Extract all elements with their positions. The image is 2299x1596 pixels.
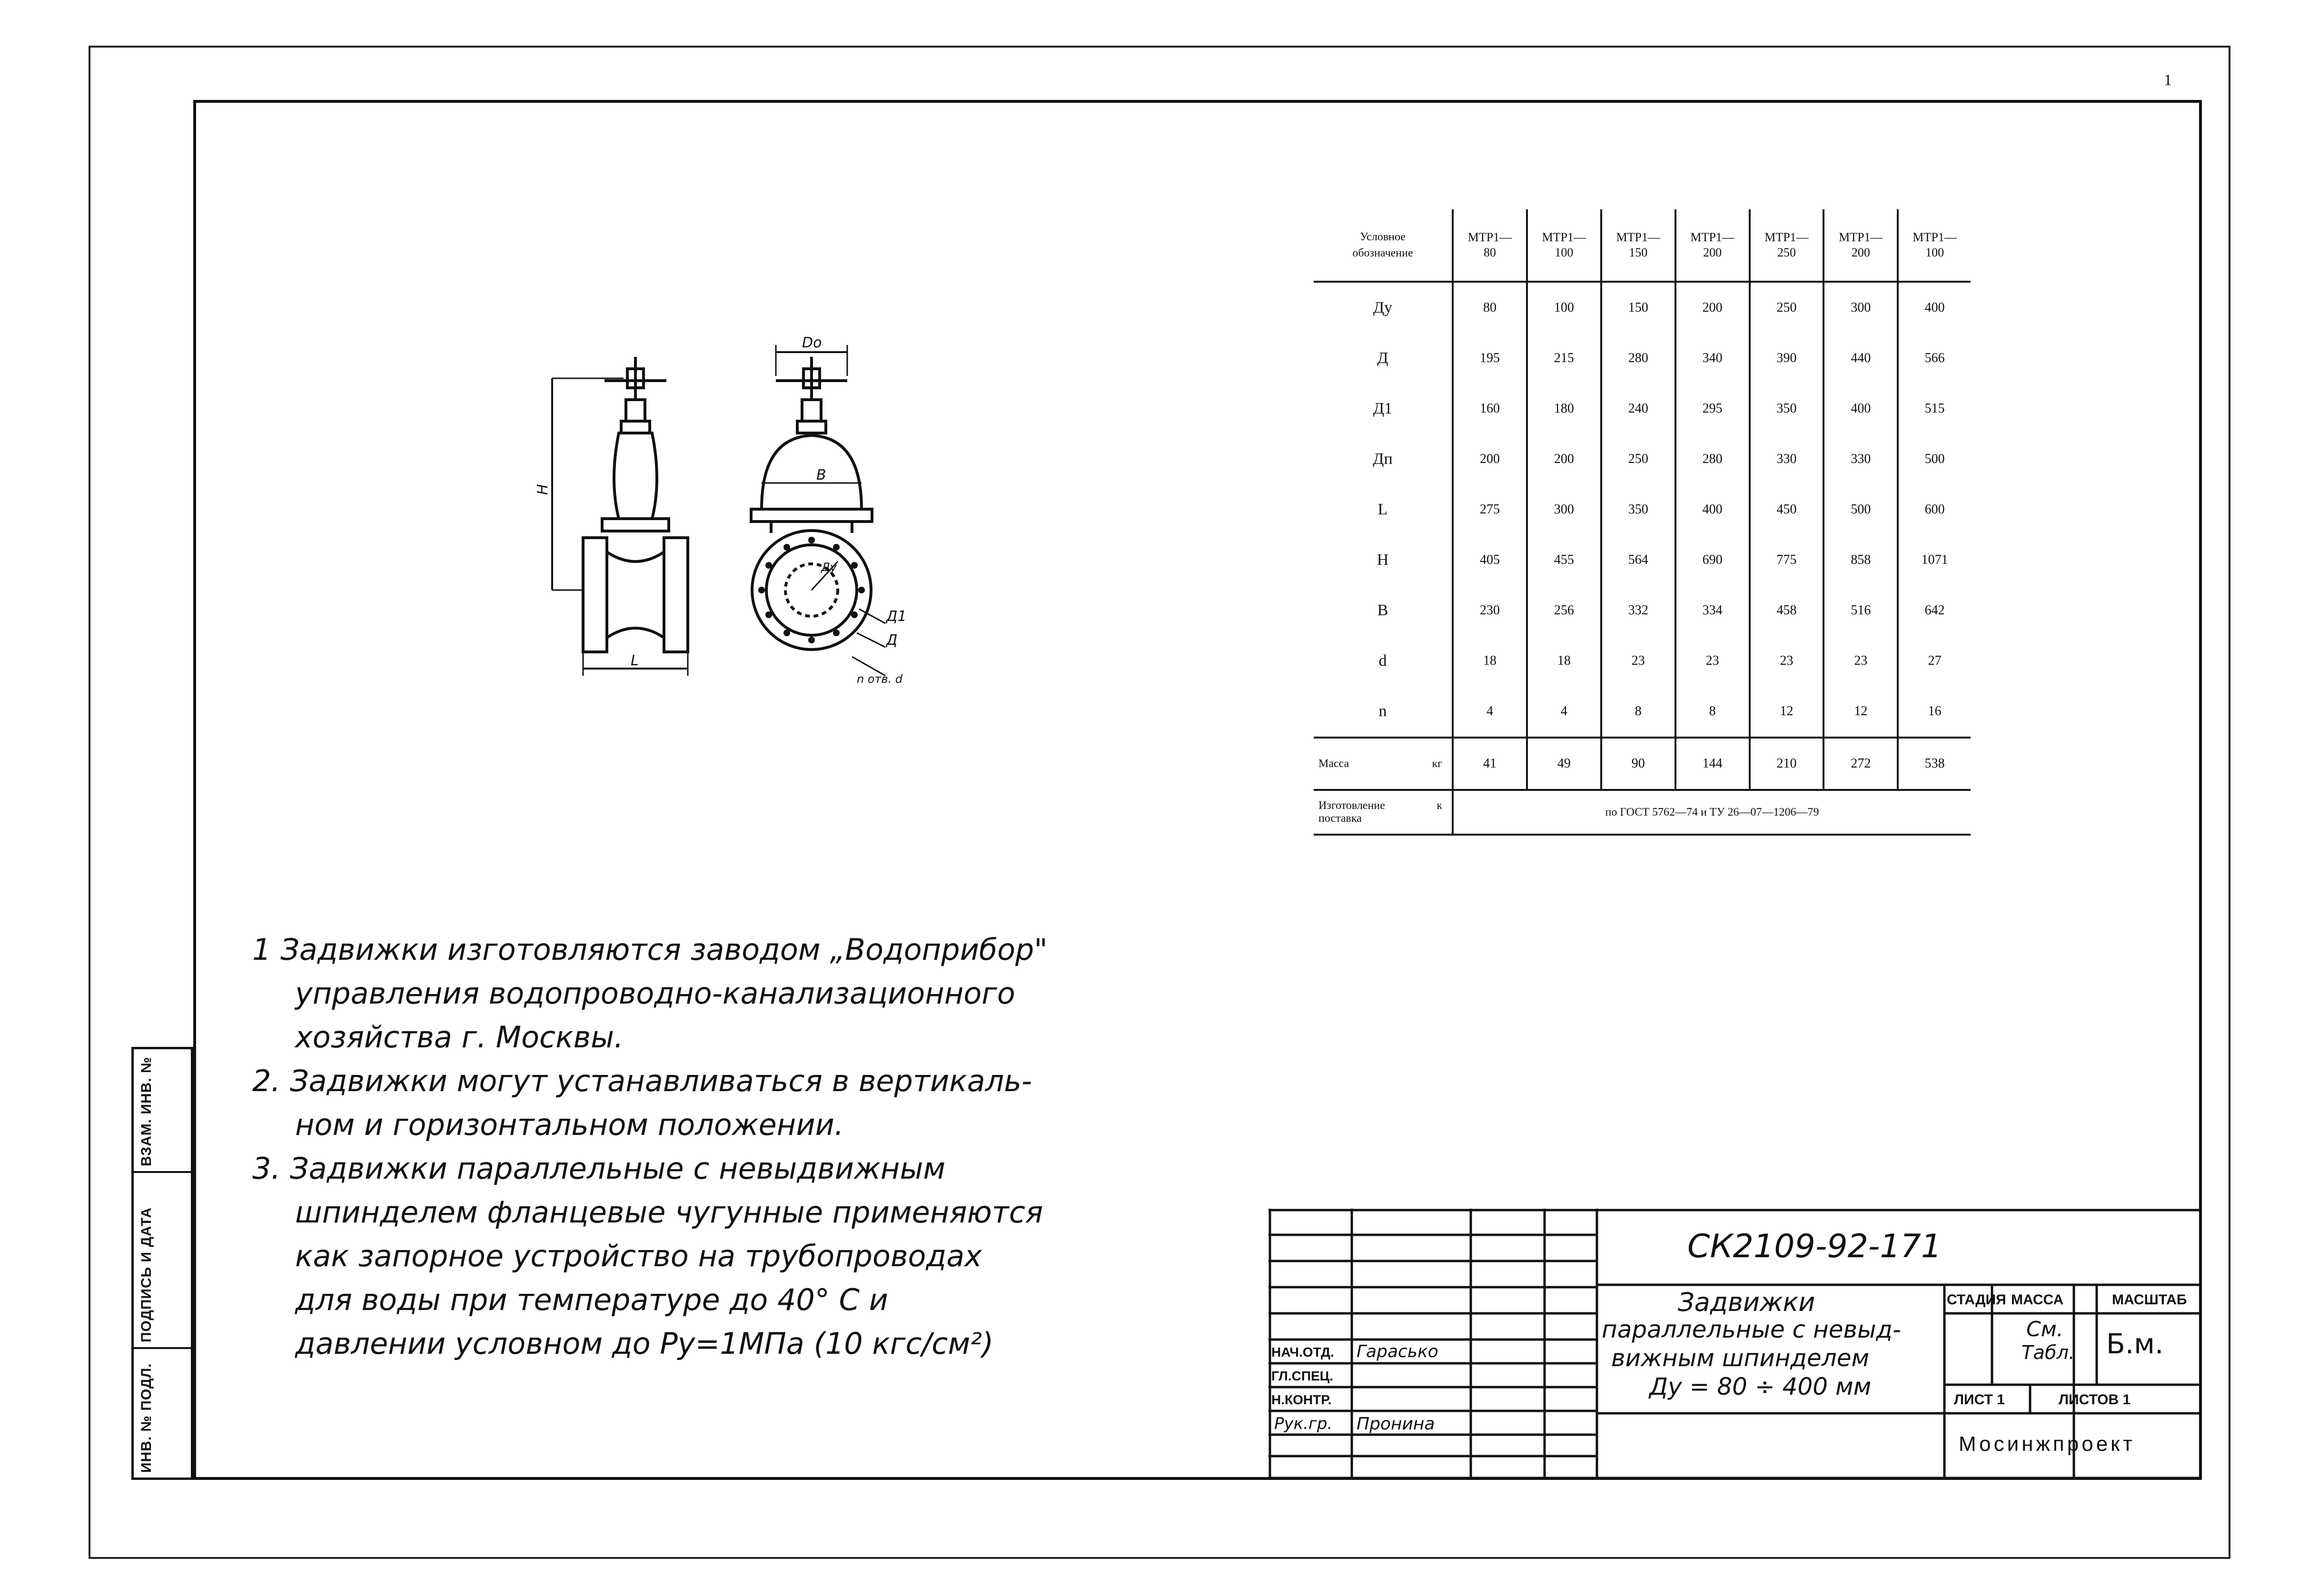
title-block: [1268, 1209, 2202, 1480]
col-size: 80: [1483, 246, 1496, 259]
note-line: давлении условном до Ру=1МПа (10 кгс/см²): [295, 1326, 994, 1361]
cell: 400: [1898, 282, 1971, 333]
spec-row: [1314, 585, 1971, 636]
spec-col-header: [1823, 209, 1898, 282]
sheet-label: ЛИСТ 1: [1954, 1392, 2005, 1408]
spec-col-header: [1453, 209, 1527, 282]
spec-col-header: [1675, 209, 1750, 282]
cell: 8: [1675, 686, 1750, 738]
row-label: Ду: [1373, 299, 1393, 316]
cell: 180: [1527, 384, 1601, 434]
cell: 440: [1823, 333, 1898, 384]
scale-header: МАСШТАБ: [2112, 1292, 2187, 1308]
spec-header-label: [1314, 209, 1453, 282]
cell: 210: [1750, 738, 1824, 790]
spec-row: [1314, 282, 1971, 333]
cell: 23: [1675, 636, 1750, 686]
cell: 230: [1453, 585, 1527, 636]
cell: 515: [1898, 384, 1971, 434]
row-label: Д: [1377, 349, 1388, 367]
spec-col-header: [1601, 209, 1675, 282]
note-line: хозяйства г. Москвы.: [295, 1020, 624, 1054]
mass-value-line1: См.: [2026, 1317, 2063, 1341]
sheets-label: ЛИСТОВ 1: [2059, 1392, 2131, 1408]
name-head-dept: Гарасько: [1357, 1342, 1438, 1361]
side-inv-no-label: ИНВ. № ПОДЛ.: [139, 1363, 154, 1473]
cell: 400: [1675, 484, 1750, 535]
manufacture-label-k: к: [1437, 799, 1442, 812]
spec-row: [1314, 535, 1971, 585]
spec-row: [1314, 686, 1971, 738]
cell: 18: [1527, 636, 1601, 686]
cell: 280: [1601, 333, 1675, 384]
cell: 566: [1898, 333, 1971, 384]
side-stamp: [131, 1047, 193, 1480]
cell: 300: [1823, 282, 1898, 333]
cell: 400: [1823, 384, 1898, 434]
mass-value-line2: Табл.: [2022, 1342, 2075, 1364]
cell: 49: [1527, 738, 1601, 790]
dim-label-l: L: [631, 652, 639, 669]
cell: 272: [1823, 738, 1898, 790]
cell: 500: [1898, 434, 1971, 484]
cell: 12: [1823, 686, 1898, 738]
cell: 516: [1823, 585, 1898, 636]
dim-label-dy: Ду: [821, 561, 837, 574]
role-norm-control: Н.КОНТР.: [1271, 1392, 1332, 1407]
mass-label-text: Масса: [1318, 757, 1349, 770]
col-model: МТР1—: [1913, 230, 1957, 244]
col-size: 200: [1851, 246, 1870, 259]
cell: 300: [1527, 484, 1601, 535]
dim-label-holes: n отв. d: [857, 672, 903, 686]
col-size: 100: [1555, 246, 1574, 259]
role-head-dept: НАЧ.ОТД.: [1271, 1345, 1334, 1360]
cell: 23: [1823, 636, 1898, 686]
cell: 80: [1453, 282, 1527, 333]
cell: 405: [1453, 535, 1527, 585]
role-chief-spec: ГЛ.СПЕЦ.: [1271, 1369, 1333, 1383]
cell: 250: [1601, 434, 1675, 484]
cell: 8: [1601, 686, 1675, 738]
row-label: d: [1378, 652, 1387, 670]
role-group-lead: Рук.гр.: [1274, 1414, 1333, 1433]
cell: 200: [1527, 434, 1601, 484]
title-line1: Задвижки: [1678, 1287, 1815, 1317]
doc-code: СК2109-92-171: [1687, 1228, 1942, 1265]
col-size: 200: [1703, 246, 1722, 259]
spec-col-header: [1750, 209, 1824, 282]
manufacture-label-line1: Изготовление: [1318, 799, 1385, 812]
spec-row: [1314, 333, 1971, 384]
cell: 450: [1750, 484, 1824, 535]
cell: 23: [1750, 636, 1824, 686]
cell: 340: [1675, 333, 1750, 384]
cell: 250: [1750, 282, 1824, 333]
spec-row: [1314, 434, 1971, 484]
cell: 334: [1675, 585, 1750, 636]
side-cell-inv-no: [134, 1349, 191, 1478]
note-line: шпинделем фланцевые чугунные применяются: [295, 1195, 1043, 1230]
cell: 16: [1898, 686, 1971, 738]
cell: 500: [1823, 484, 1898, 535]
row-label: n: [1378, 702, 1387, 720]
cell: 240: [1601, 384, 1675, 434]
spec-header-row: [1314, 209, 1971, 282]
cell: 144: [1675, 738, 1750, 790]
row-label: L: [1377, 501, 1388, 518]
cell: 275: [1453, 484, 1527, 535]
col-size: 150: [1629, 246, 1648, 259]
row-label: Дп: [1373, 450, 1393, 468]
cell: 150: [1601, 282, 1675, 333]
cell: 458: [1750, 585, 1824, 636]
cell: 41: [1453, 738, 1527, 790]
cell: 200: [1675, 282, 1750, 333]
cell: 200: [1453, 434, 1527, 484]
col-size: 100: [1925, 246, 1944, 259]
cell: 18: [1453, 636, 1527, 686]
cell: 195: [1453, 333, 1527, 384]
cell: 330: [1750, 434, 1824, 484]
cell: 642: [1898, 585, 1971, 636]
cell: 390: [1750, 333, 1824, 384]
spec-row: [1314, 484, 1971, 535]
cell: 775: [1750, 535, 1824, 585]
spec-table: [1314, 209, 1971, 836]
cell: 4: [1453, 686, 1527, 738]
cell: 538: [1898, 738, 1971, 790]
col-model: МТР1—: [1690, 230, 1734, 244]
col-model: МТР1—: [1616, 230, 1660, 244]
spec-row: [1314, 384, 1971, 434]
cell: 690: [1675, 535, 1750, 585]
cell: 27: [1898, 636, 1971, 686]
row-label: H: [1377, 551, 1389, 569]
col-size: 250: [1777, 246, 1796, 259]
row-label: Д1: [1373, 400, 1393, 417]
cell: 350: [1601, 484, 1675, 535]
cell: 12: [1750, 686, 1824, 738]
cell: 600: [1898, 484, 1971, 535]
valve-drawing: [524, 324, 952, 704]
note-line: управления водопроводно-канализационного: [295, 976, 1015, 1011]
cell: 295: [1675, 384, 1750, 434]
side-cell-replace-inv: [134, 1049, 191, 1173]
row-label: B: [1377, 601, 1388, 619]
spec-header-label-line2: обозначение: [1352, 247, 1413, 259]
cell: 280: [1675, 434, 1750, 484]
dim-label-d: Д: [886, 632, 898, 649]
cell: 256: [1527, 585, 1601, 636]
cell: 564: [1601, 535, 1675, 585]
name-group-lead: Пронина: [1357, 1414, 1435, 1434]
title-line2: параллельные с невыд-: [1602, 1316, 1902, 1343]
page-mark: 1: [2164, 71, 2172, 89]
spec-manufacture-row: [1314, 790, 1971, 835]
col-model: МТР1—: [1839, 230, 1883, 244]
note-line: ном и горизонтальном положении.: [295, 1107, 844, 1142]
cell: 215: [1527, 333, 1601, 384]
note-line: 3. Задвижки параллельные с невыдвижным: [252, 1151, 946, 1186]
col-model: МТР1—: [1467, 230, 1512, 244]
stage-header: СТАДИЯ: [1947, 1292, 2006, 1308]
mass-unit: кг: [1432, 757, 1442, 770]
side-replace-inv-label: ВЗАМ. ИНВ. №: [139, 1056, 154, 1166]
scale-value: Б.м.: [2106, 1328, 2164, 1360]
dim-label-do: Do: [802, 335, 822, 351]
cell: 455: [1527, 535, 1601, 585]
cell: 350: [1750, 384, 1824, 434]
spec-row: [1314, 636, 1971, 686]
title-line4: Ду = 80 ÷ 400 мм: [1649, 1373, 1872, 1400]
spec-mass-row: [1314, 738, 1971, 790]
cell: 23: [1601, 636, 1675, 686]
spec-col-header: [1898, 209, 1971, 282]
cell: 4: [1527, 686, 1601, 738]
manufacture-label: [1314, 790, 1453, 835]
notes-block: [252, 928, 1252, 1366]
spec-header-label-line1: Условное: [1360, 231, 1406, 243]
mass-header: МАССА: [2011, 1292, 2064, 1308]
col-model: МТР1—: [1542, 230, 1586, 244]
col-model: МТР1—: [1764, 230, 1809, 244]
note-line: как запорное устройство на трубопроводах: [295, 1239, 982, 1273]
mass-label: [1314, 738, 1453, 790]
side-sign-date-label: ПОДПИСЬ И ДАТА: [139, 1207, 154, 1342]
cell: 858: [1823, 535, 1898, 585]
side-cell-sign-date: [134, 1173, 191, 1349]
manufacture-value: по ГОСТ 5762—74 и ТУ 26—07—1206—79: [1453, 790, 1971, 835]
cell: 330: [1823, 434, 1898, 484]
dim-label-h: H: [535, 484, 551, 495]
cell: 90: [1601, 738, 1675, 790]
manufacture-label-line2: поставка: [1318, 812, 1362, 825]
spec-col-header: [1527, 209, 1601, 282]
dim-label-b: B: [816, 467, 826, 483]
note-line: для воды при температуре до 40° С и: [295, 1282, 888, 1317]
org-name: Мосинжпроект: [1959, 1432, 2136, 1456]
dim-label-d1: Д1: [886, 608, 907, 625]
title-line3: вижным шпинделем: [1611, 1344, 1870, 1372]
cell: 100: [1527, 282, 1601, 333]
cell: 332: [1601, 585, 1675, 636]
cell: 1071: [1898, 535, 1971, 585]
cell: 160: [1453, 384, 1527, 434]
note-line: 2. Задвижки могут устанавливаться в вертикаль-: [252, 1064, 1032, 1098]
note-line: 1 Задвижки изготовляются заводом „Водоприбор": [252, 932, 1048, 967]
